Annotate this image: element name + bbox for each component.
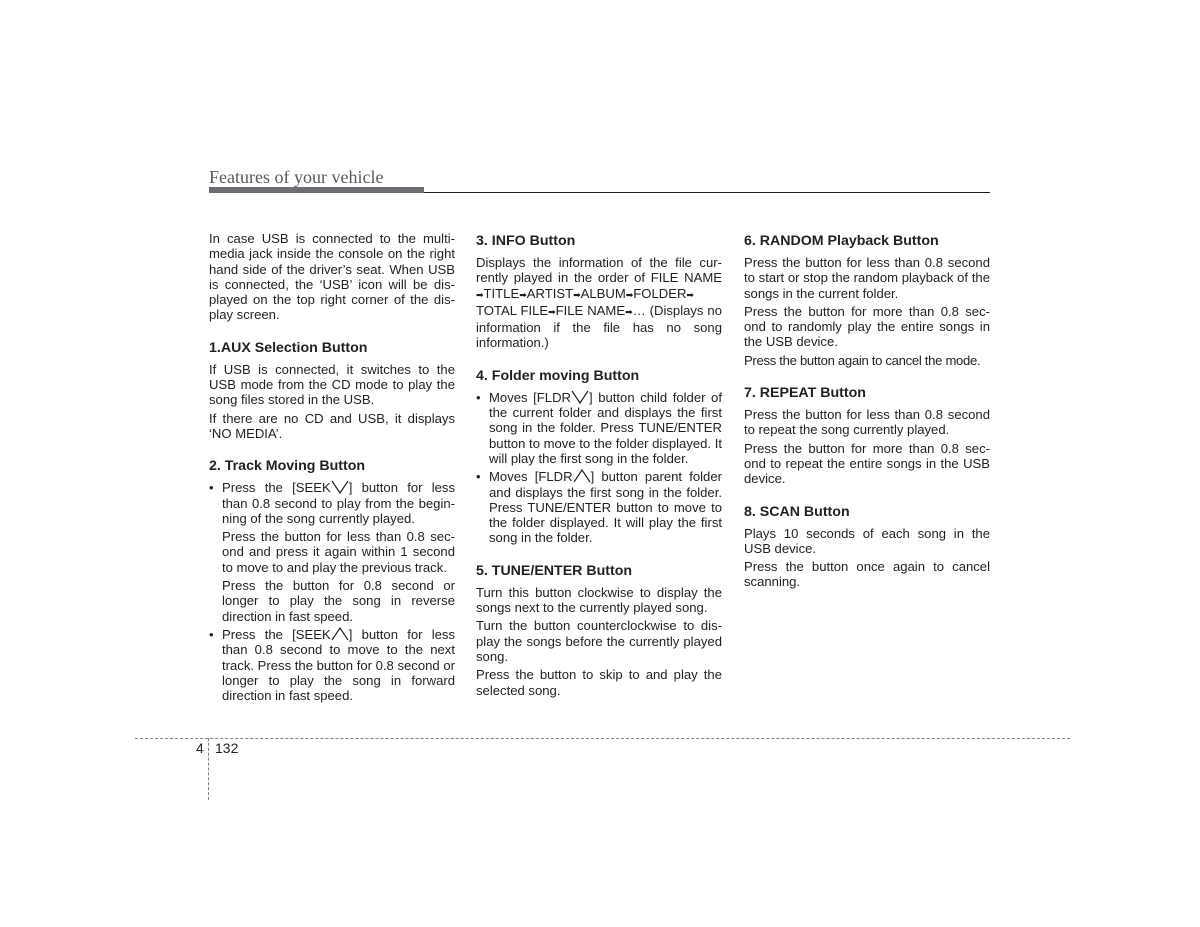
paragraph: • Press the [SEEK ] button for less than 0.8 second to move to the next track. Press the button for 0.8 second or longer to play the song in forward direction in fast speed.	[222, 626, 455, 704]
header-rule	[424, 192, 990, 193]
arrow-right-icon: ➡	[519, 289, 527, 300]
paragraph: Press the button to skip to and play the selected song.	[476, 667, 722, 698]
chevron-up-icon	[573, 469, 591, 483]
paragraph: Turn the button counterclockwise to dis-play the songs before the currently played song.	[476, 618, 722, 664]
section-heading-folder: 4. Folder moving Button	[476, 367, 640, 384]
arrow-right-icon: ➡	[686, 289, 694, 300]
footer-vertical-divider	[208, 738, 209, 800]
bullet-list	[476, 390, 722, 546]
header-accent-bar	[209, 187, 424, 193]
section-heading-info: 3. INFO Button	[476, 233, 576, 249]
section-heading-track: 2. Track Moving Button	[209, 458, 366, 475]
arrow-right-icon: ➡	[476, 289, 484, 300]
section-heading-scan: 8. SCAN Button	[744, 503, 850, 520]
paragraph: • Press the [SEEK ] button for less than 0.8 second to play from the begin-ning of the song currently played.	[222, 480, 455, 526]
column-1	[209, 231, 455, 706]
section-heading-repeat: 7. REPEAT Button	[744, 385, 866, 402]
column-3	[744, 231, 990, 593]
paragraph: Press the button again to cancel the mode.	[744, 352, 981, 368]
chapter-number: 4	[196, 740, 204, 756]
arrow-right-icon: ➡	[625, 306, 633, 317]
paragraph: If USB is connected, it switches to the USB mode from the CD mode to play the song files stored in the USB.	[209, 361, 455, 408]
footer-divider	[135, 738, 1070, 739]
paragraph: Press the button for less than 0.8 second to start or stop the random playback of the songs in the current folder.	[744, 255, 990, 301]
column-2	[476, 231, 722, 701]
chevron-down-icon	[571, 390, 589, 404]
list-item	[209, 480, 455, 624]
section-heading-aux: 1.AUX Selection Button	[209, 339, 368, 356]
arrow-right-icon: ➡	[625, 289, 634, 300]
arrow-right-icon: ➡	[573, 289, 581, 300]
paragraph: Press the button once again to cancel scanning.	[744, 559, 990, 590]
paragraph: Plays 10 seconds of each song in the USB device.	[744, 525, 990, 556]
bullet-list	[209, 480, 455, 703]
paragraph: Displays the information of the file cur-rently played in the order of FILE NAME ➡TITLE➡ARTIST➡ALBUM➡FOLDER➡ TOTAL FILE➡FILE NAME➡… (Displays no information if the file has no song information.)	[476, 255, 722, 351]
list-item	[476, 390, 722, 466]
section-heading-tune-enter: 5. TUNE/ENTER Button	[476, 562, 633, 579]
chevron-up-icon	[331, 627, 349, 641]
paragraph: Press the button for 0.8 second or longer to play the song in reverse direction in fast speed.	[222, 578, 455, 624]
paragraph: Press the button for less than 0.8 sec-ond and press it again within 1 second to move to and play the previous track.	[222, 529, 455, 575]
paragraph: • Moves [FLDR ] button child folder of the current folder and displays the first song in the folder. Press TUNE/ENTER button to move to the folder displayed. It will play the first song in the folder.	[489, 389, 722, 466]
paragraph: • Moves [FLDR ] button parent folder and displays the first song in the folder. Press TUNE/ENTER button to move to the folder displayed. It will play the first song in the folder.	[489, 469, 722, 546]
chevron-down-icon	[331, 480, 349, 494]
paragraph: Press the button for less than 0.8 second to repeat the song currently played.	[744, 407, 990, 438]
list-item	[476, 469, 722, 545]
section-heading-random: 6. RANDOM Playback Button	[744, 233, 939, 249]
paragraph: Press the button for more than 0.8 sec-ond to repeat the entire songs in the USB device.	[744, 440, 990, 487]
arrow-right-icon: ➡	[548, 306, 556, 317]
list-item	[209, 627, 455, 703]
page-number: 132	[215, 740, 239, 756]
paragraph: If there are no CD and USB, it displays ‘NO MEDIA’.	[209, 410, 455, 441]
paragraph: Press the button for more than 0.8 sec-ond to randomly play the entire songs in the USB device.	[744, 303, 990, 350]
intro-paragraph: In case USB is connected to the multi-media jack inside the console on the right hand side of the driver’s seat. When USB is connected, the ‘USB’ icon will be dis-played on the top right corner of the dis-play screen.	[209, 231, 455, 323]
paragraph: Turn this button clockwise to display the songs next to the currently played song.	[476, 584, 722, 616]
page-header-title: Features of your vehicle	[209, 167, 384, 187]
